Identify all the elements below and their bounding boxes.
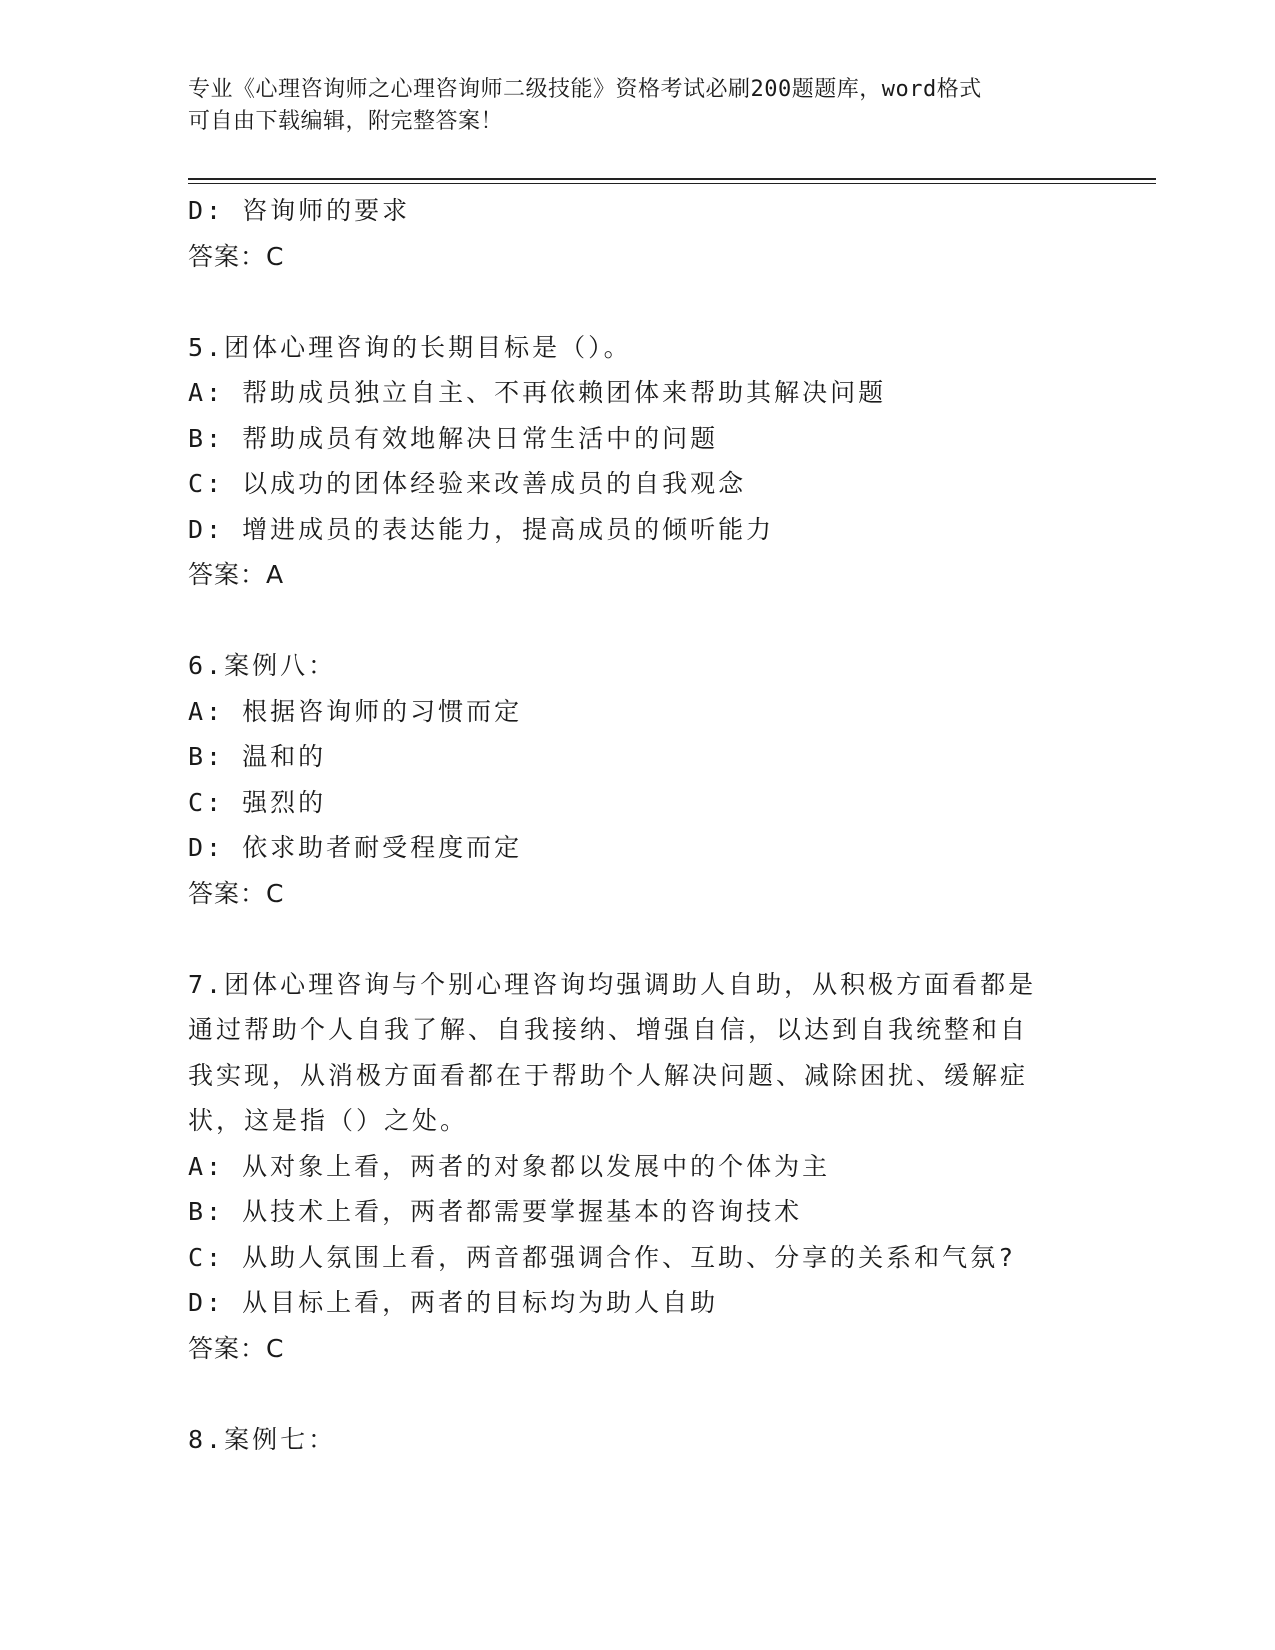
- option-a: A: 根据咨询师的习惯而定: [188, 696, 523, 726]
- question-6: [188, 643, 1088, 916]
- spacer: [188, 916, 1088, 962]
- answer: 答案：C: [188, 1333, 285, 1363]
- q4-option-d: D: 咨询师的要求: [188, 196, 411, 225]
- option-d: D: 从目标上看，两者的目标均为助人自助: [188, 1288, 719, 1317]
- header-title-line-2: 可自由下载编辑，附完整答案！: [188, 109, 504, 134]
- option-c: C: 以成功的团体经验来改善成员的自我观念: [188, 469, 747, 498]
- spacer: [188, 1371, 1088, 1417]
- option-a: A: 从对象上看，两者的对象都以发展中的个体为主: [188, 1151, 831, 1181]
- question-8: [188, 1417, 1088, 1463]
- question-stem-line-2: 通过帮助个人自我了解、自我接纳、增强自信，以达到自我统整和自: [188, 1015, 1029, 1044]
- header-title-line-1: 专业《心理咨询师之心理咨询师二级技能》资格考试必刷200题题库，word格式: [188, 77, 982, 102]
- option-b: B: 温和的: [188, 742, 327, 771]
- option-b: B: 帮助成员有效地解决日常生活中的问题: [188, 423, 719, 453]
- question-stem-line-1: 7.团体心理咨询与个别心理咨询均强调助人自助，从积极方面看都是: [188, 969, 1037, 999]
- spacer: [188, 279, 1088, 325]
- question-stem: 6.案例八：: [188, 651, 337, 680]
- option-c: C: 从助人氛围上看，两音都强调合作、互助、分享的关系和气氛?: [188, 1242, 1017, 1272]
- option-d: D: 依求助者耐受程度而定: [188, 833, 523, 862]
- option-d: D: 增进成员的表达能力，提高成员的倾听能力: [188, 514, 775, 544]
- question-stem: 5.团体心理咨询的长期目标是（）。: [188, 332, 632, 362]
- question-stem-line-4: 状，这是指（）之处。: [188, 1106, 469, 1135]
- question-stem: 8.案例七：: [188, 1424, 337, 1454]
- question-5: [188, 325, 1088, 598]
- q4-answer: 答案：C: [188, 241, 285, 271]
- answer: 答案：C: [188, 878, 285, 908]
- question-stem-line-3: 我实现，从消极方面看都在于帮助个人解决问题、减除困扰、缓解症: [188, 1060, 1029, 1090]
- question-7: [188, 962, 1088, 1372]
- option-a: A: 帮助成员独立自主、不再依赖团体来帮助其解决问题: [188, 378, 887, 407]
- option-b: B: 从技术上看，两者都需要掌握基本的咨询技术: [188, 1197, 803, 1226]
- question-list: [188, 188, 1088, 1462]
- answer: 答案：A: [188, 560, 285, 589]
- header-divider: [188, 178, 1156, 184]
- option-c: C: 强烈的: [188, 787, 327, 817]
- spacer: [188, 598, 1088, 644]
- document-header: [188, 74, 1068, 138]
